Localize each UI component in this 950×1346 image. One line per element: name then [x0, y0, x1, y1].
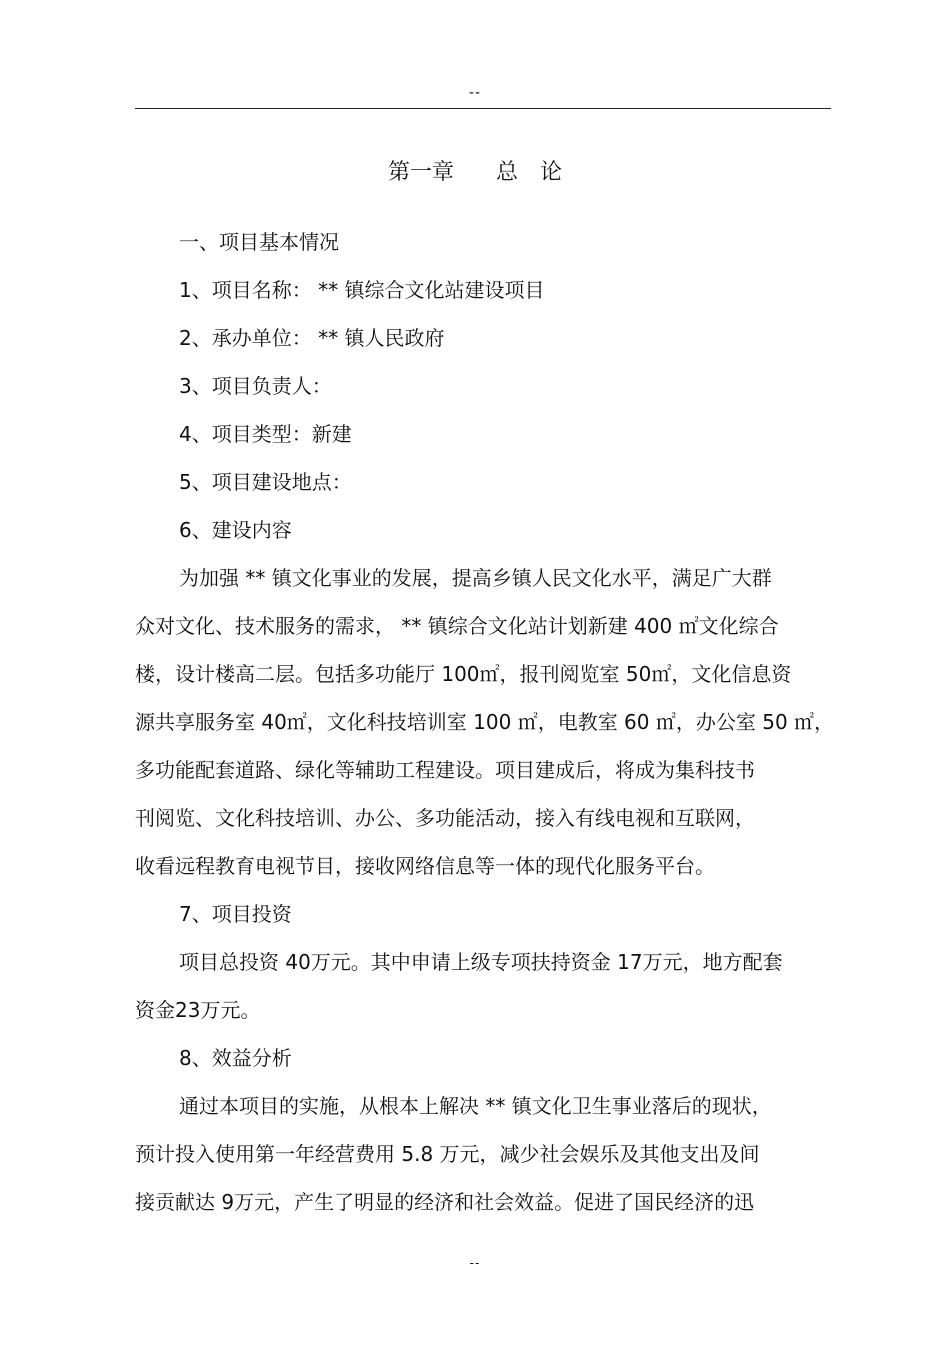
text-line: 预计投入使用第一年经营费用 5.8 万元，减少社会娱乐及其他支出及间	[135, 1142, 760, 1166]
text-line: 众对文化、技术服务的需求， ** 镇综合文化站计划新建 400 ㎡文化综合	[135, 614, 779, 638]
text-line: 资金23万元。	[135, 998, 261, 1022]
text-line: 楼，设计楼高二层。包括多功能厅 100㎡，报刊阅览室 50㎡，文化信息资	[135, 662, 792, 686]
text-line: 多功能配套道路、绿化等辅助工程建设。项目建成后，将成为集科技书	[135, 758, 755, 782]
text-line: 刊阅览、文化科技培训、办公、多功能活动，接入有线电视和互联网，	[135, 806, 755, 830]
text-line: 7、项目投资	[179, 902, 292, 926]
text-line: 收看远程教育电视节目，接收网络信息等一体的现代化服务平台。	[135, 854, 715, 878]
text-line: 1、项目名称： ** 镇综合文化站建设项目	[179, 278, 545, 302]
text-line: 一、项目基本情况	[179, 230, 339, 254]
text-line: 3、项目负责人：	[179, 374, 332, 398]
chapter-title-char-1: 总	[495, 160, 518, 185]
chapter-title-char-2: 论	[540, 160, 563, 185]
text-line: 5、项目建设地点：	[179, 470, 352, 494]
text-line: 接贡献达 9万元，产生了明显的经济和社会效益。促进了国民经济的迅	[135, 1190, 755, 1214]
text-line: 6、建设内容	[179, 518, 292, 542]
text-line: 为加强 ** 镇文化事业的发展，提高乡镇人民文化水平，满足广大群	[179, 566, 772, 590]
header-mark: --	[468, 85, 482, 101]
text-line: 源共享服务室 40㎡，文化科技培训室 100 ㎡，电教室 60 ㎡，办公室 50 ㎡，	[135, 710, 835, 734]
footer-mark: --	[469, 1256, 481, 1270]
text-line: 4、项目类型：新建	[179, 422, 352, 446]
text-line: 通过本项目的实施，从根本上解决 ** 镇文化卫生事业落后的现状，	[179, 1094, 772, 1118]
text-line: 2、承办单位： ** 镇人民政府	[179, 326, 445, 350]
header-rule	[135, 108, 831, 109]
chapter-number: 第一章	[387, 160, 454, 185]
body-text	[135, 228, 835, 1236]
text-line: 项目总投资 40万元。其中申请上级专项扶持资金 17万元，地方配套	[179, 950, 783, 974]
chapter-title	[0, 158, 950, 188]
text-line: 8、效益分析	[179, 1046, 292, 1070]
